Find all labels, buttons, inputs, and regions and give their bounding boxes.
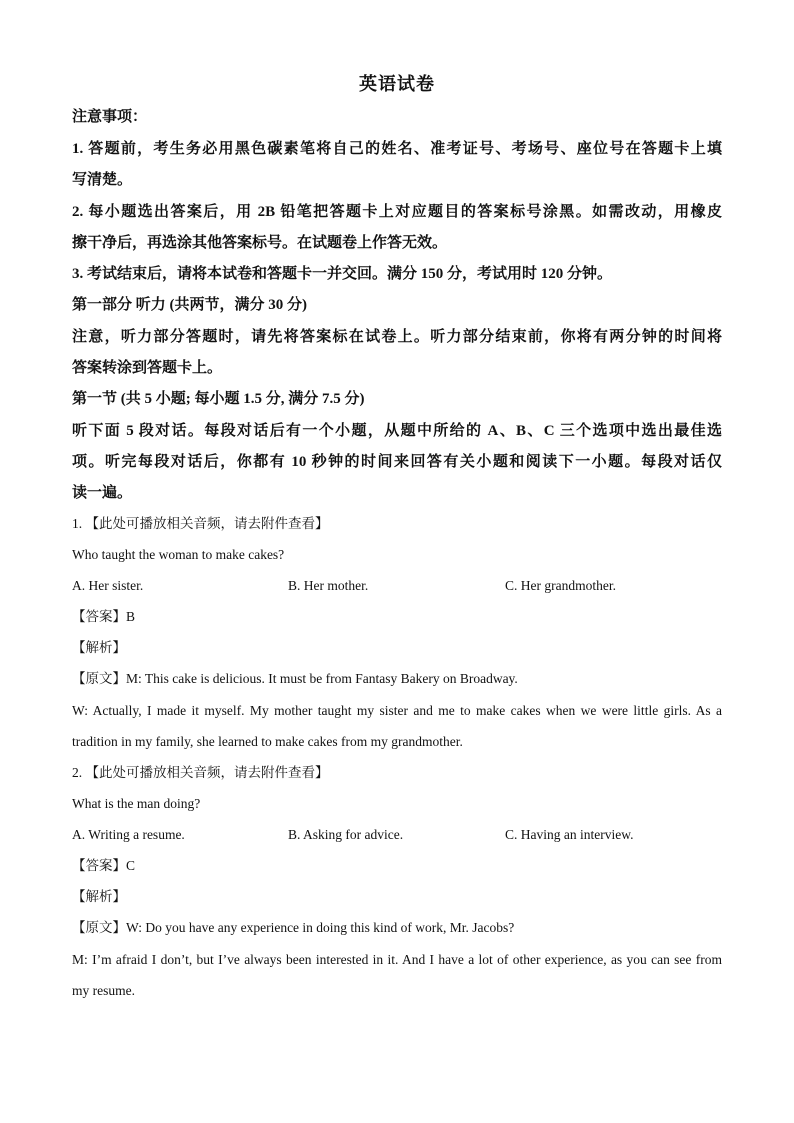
q2-transcript-line-3: my resume.	[72, 983, 135, 998]
q1-answer: 【答案】B	[72, 609, 136, 624]
q2-option-a: A. Writing a resume.	[72, 827, 185, 842]
notice-item-2-line-2: 擦干净后，再选涂其他答案标号。在试题卷上作答无效。	[72, 235, 448, 251]
part1-note-line-2: 答案转涂到答题卡上。	[72, 360, 223, 376]
q2-analysis: 【解析】	[72, 889, 126, 904]
q1-analysis: 【解析】	[72, 640, 126, 655]
q1-transcript-line-2: W: Actually, I made it myself. My mother taught my sister and me to make cakes when we were little girls. As a	[72, 703, 722, 718]
section1-instruction-line-3: 读一遍。	[72, 485, 133, 501]
notice-item-1-line-2: 写清楚。	[72, 172, 133, 188]
notice-item-3: 3. 考试结束后，请将本试卷和答题卡一并交回。满分 150 分，考试用时 120 分钟。	[72, 266, 613, 282]
q1-audio-note: 1. 【此处可播放相关音频，请去附件查看】	[72, 516, 329, 531]
page-title: 英语试卷	[359, 74, 435, 94]
q1-transcript-line-1: 【原文】M: This cake is delicious. It must be from Fantasy Bakery on Broadway.	[72, 671, 518, 686]
q2-audio-note: 2. 【此处可播放相关音频，请去附件查看】	[72, 765, 329, 780]
q2-option-b: B. Asking for advice.	[288, 827, 404, 842]
section1-instruction-line-2: 项。听完每段对话后，你都有 10 秒钟的时间来回答有关小题和阅读下一小题。每段对话仅	[72, 454, 722, 470]
q2-transcript-line-1: 【原文】W: Do you have any experience in doing this kind of work, Mr. Jacobs?	[72, 920, 515, 935]
part1-heading: 第一部分 听力 (共两节，满分 30 分)	[72, 297, 307, 313]
section1-heading: 第一节 (共 5 小题; 每小题 1.5 分, 满分 7.5 分)	[72, 391, 365, 407]
q1-question: Who taught the woman to make cakes?	[72, 547, 285, 562]
q1-transcript-line-3: tradition in my family, she learned to make cakes from my grandmother.	[72, 734, 463, 749]
q2-transcript-line-2: M: I’m afraid I don’t, but I’ve always been interested in it. And I have a lot of other experience, as you can see from	[72, 952, 722, 967]
q2-answer: 【答案】C	[72, 858, 136, 873]
q1-option-a: A. Her sister.	[72, 578, 144, 593]
q2-option-c: C. Having an interview.	[505, 827, 634, 842]
section1-instruction-line-1: 听下面 5 段对话。每段对话后有一个小题，从题中所给的 A、B、C 三个选项中选出最佳选	[72, 423, 722, 439]
q2-question: What is the man doing?	[72, 796, 201, 811]
notice-item-2-line-1: 2. 每小题选出答案后，用 2B 铅笔把答题卡上对应题目的答案标号涂黑。如需改动，用橡皮	[72, 204, 722, 220]
notice-heading: 注意事项：	[72, 109, 148, 125]
notice-item-1-line-1: 1. 答题前，考生务必用黑色碳素笔将自己的姓名、准考证号、考场号、座位号在答题卡上填	[72, 141, 722, 157]
q1-option-b: B. Her mother.	[288, 578, 369, 593]
q1-option-c: C. Her grandmother.	[505, 578, 616, 593]
part1-note-line-1: 注意，听力部分答题时，请先将答案标在试卷上。听力部分结束前，你将有两分钟的时间将	[72, 329, 722, 345]
